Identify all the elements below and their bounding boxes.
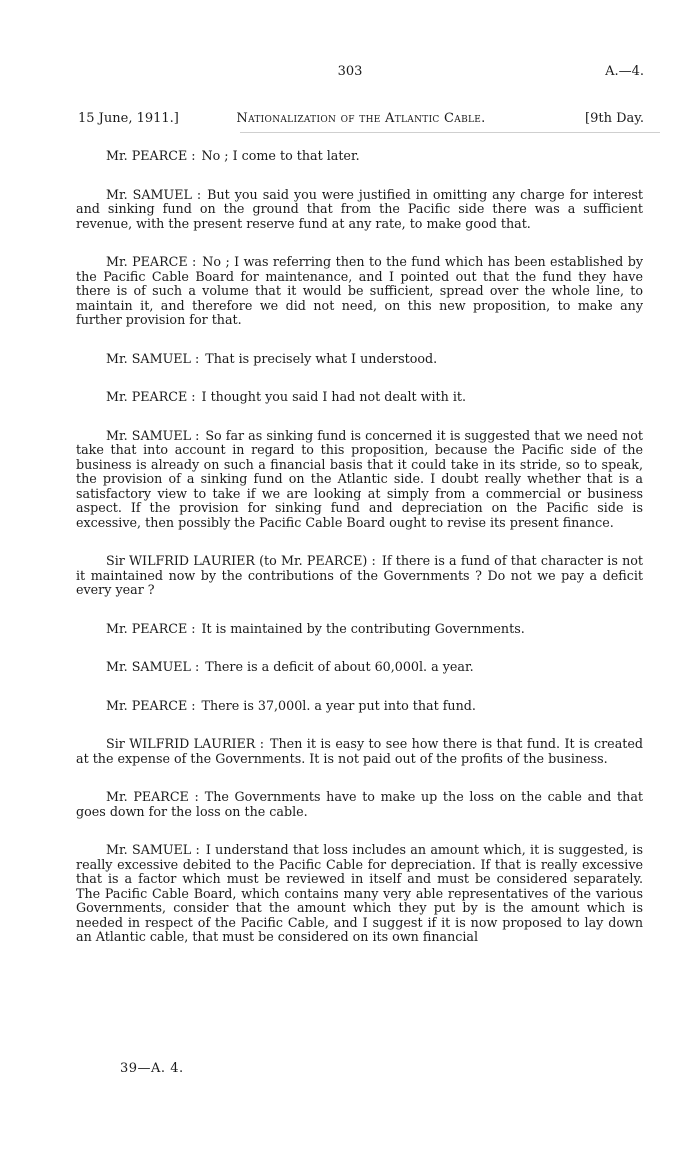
document-reference: A.—4. — [605, 64, 644, 79]
speech-paragraph — [76, 843, 643, 945]
speech-text: It is maintained by the contributing Governments. — [201, 620, 525, 636]
speech-paragraph — [76, 699, 643, 714]
header-rule — [240, 132, 660, 133]
speech-text: The Governments have to make up the loss on the cable and that goes down for the loss on the cable. — [76, 789, 643, 819]
speech-paragraph — [76, 622, 643, 637]
speech-text: No ; I was referring then to the fund which has been established by the Pacific Cable Board for maintenance, and I pointed out that the fund they have there is of such a volume that it would be sufficient, spread over the whole line, to maintain it, and therefore we did not need, on this new proposition, to make any further provision for that. — [76, 254, 643, 327]
speaker-name: Mr. SAMUEL : — [106, 186, 202, 202]
speech-text: There is 37,000l. a year put into that fund. — [201, 697, 476, 713]
speaker-name: Mr. PEARCE : — [106, 697, 196, 713]
speaker-name: Mr. PEARCE : — [106, 254, 197, 269]
speech-paragraph — [76, 737, 643, 766]
speech-paragraph — [76, 554, 643, 598]
speaker-name: Mr. SAMUEL : — [106, 427, 200, 443]
speaker-name: Sir WILFRID LAURIER : — [106, 736, 265, 751]
page-title: Nationalization of the Atlantic Cable. — [236, 111, 486, 126]
speech-text: But you said you were justified in omitting any charge for interest and sinking fund on the ground that from the Pacific side there was a sufficient revenue, with the present reserve fund at any rate, to make good that. — [76, 186, 643, 231]
speech-text: I understand that loss includes an amount which, it is suggested, is really excessive debited to the Pacific Cable for depreciation. If that is really excessive that is a factor which must be reviewed in itself and must be considered separately. The Pacific Cable Board, which contains many very able representatives of the various Governments, consider that the amount which they put by is the amount which is needed in respect of the Pacific Cable, and I suggest if it is now proposed to lay down an Atlantic cable, that must be considered on its own financial — [76, 842, 643, 944]
session-date: 15 June, 1911.] — [78, 111, 179, 126]
speaker-name: Mr. PEARCE : — [106, 148, 196, 163]
speech-paragraph — [76, 352, 643, 367]
transcript-body — [76, 149, 643, 969]
speaker-name: Mr. SAMUEL : — [106, 659, 200, 674]
speech-paragraph — [76, 188, 643, 232]
speaker-name: Sir WILFRID LAURIER (to Mr. PEARCE) : — [106, 553, 376, 568]
speaker-name: Mr. SAMUEL : — [106, 842, 200, 857]
speech-text: If there is a fund of that character is not it maintained now by the contributions of the Governments ? Do not we pay a deficit every year ? — [76, 553, 643, 597]
speech-text: That is precisely what I understood. — [205, 350, 438, 366]
speech-paragraph — [76, 429, 643, 531]
speech-paragraph — [76, 390, 643, 405]
speech-paragraph — [76, 790, 643, 819]
session-day: [9th Day. — [585, 111, 644, 126]
speech-text: There is a deficit of about 60,000l. a year. — [205, 659, 474, 674]
running-head — [78, 111, 644, 129]
speech-text: I thought you said I had not dealt with it. — [201, 389, 467, 404]
speech-text: No ; I come to that later. — [201, 148, 360, 163]
speaker-name: Mr. PEARCE : — [106, 389, 196, 404]
printer-signature: 39—A. 4. — [120, 1061, 184, 1076]
page-number: 303 — [337, 64, 363, 79]
speech-paragraph — [76, 255, 643, 328]
speaker-name: Mr. PEARCE : — [106, 620, 196, 636]
speech-text: Then it is easy to see how there is that fund. It is created at the expense of the Governments. It is not paid out of the profits of the business. — [76, 736, 643, 766]
speech-paragraph — [76, 660, 643, 675]
speaker-name: Mr. PEARCE : — [106, 789, 199, 804]
speech-text: So far as sinking fund is concerned it is suggested that we need not take that into account in regard to this proposition, because the Pacific side of the business is already on such a financial basis that it could take in its stride, so to speak, the provision of a sinking fund on the Atlantic side. I doubt really whether that is a satisfactory view to take if we are looking at simply from a commercial or business aspect. If the provision for sinking fund and depreciation on the Pacific side is excessive, then possibly the Pacific Cable Board ought to revise its present finance. — [76, 427, 643, 530]
speech-paragraph — [76, 149, 643, 164]
speaker-name: Mr. SAMUEL : — [106, 350, 200, 366]
